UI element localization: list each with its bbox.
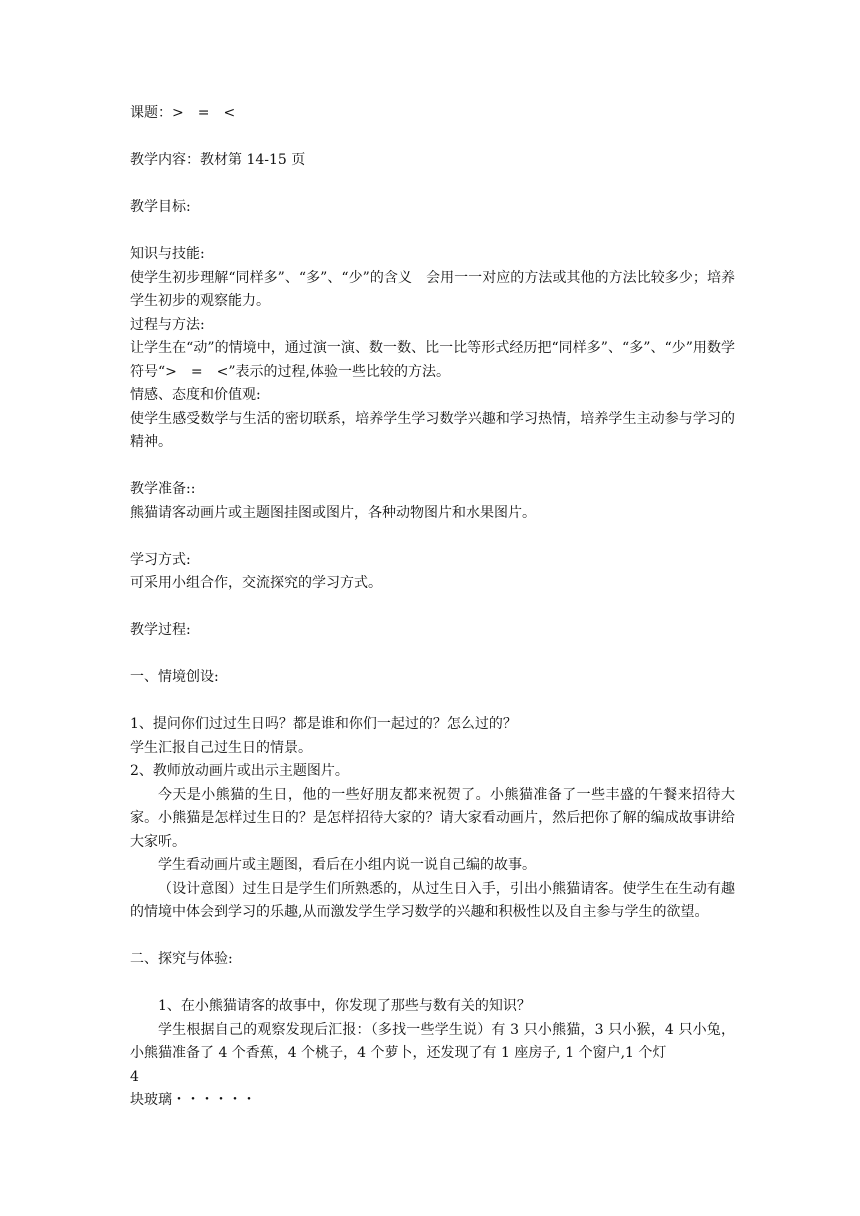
blank-line (130, 643, 735, 667)
lesson-title: 课题：> = < (130, 105, 236, 121)
section2-tail: 块玻璃・・・・・・ (130, 1092, 256, 1108)
emotion-heading: 情感、态度和价值观: (130, 387, 261, 403)
blank-line (130, 596, 735, 620)
emotion-text: 使学生感受数学与生活的密切联系，培养学生学习数学兴趣和学习热情，培养学生主动参与学习的精神。 (130, 410, 735, 450)
prep-heading: 教学准备:: (130, 481, 196, 497)
blank-line (130, 690, 735, 714)
blank-line (130, 525, 735, 549)
skills-heading: 知识与技能: (130, 246, 205, 262)
blank-line (130, 972, 735, 996)
section1-item1-reply: 学生汇报自己过生日的情景。 (130, 739, 312, 756)
section1-paragraph2: 学生看动画片或主题图，看后在小组内说一说自己编的故事。 (158, 857, 536, 873)
section2-item1: 1、在小熊猫请客的故事中，你发现了那些与数有关的知识？ (158, 998, 531, 1014)
teaching-content: 教学内容：教材第 14-15 页 (130, 152, 306, 168)
section1-item1: 1、提问你们过过生日吗？都是谁和你们一起过的？怎么过的？ (130, 716, 517, 732)
blank-line (130, 173, 735, 197)
skills-text: 使学生初步理解“同样多”、“多”、“少”的含义 会用一一对应的方法或其他的方法比较多少；培养学生初步的观察能力。 (130, 269, 735, 309)
lesson-plan-body (130, 102, 735, 1113)
prep-text: 熊猫请客动画片或主题图挂图或图片，各种动物图片和水果图片。 (130, 504, 536, 521)
method-heading: 学习方式: (130, 551, 191, 568)
section2-heading: 二、探究与体验: (130, 951, 233, 967)
procedure-heading: 教学过程: (130, 622, 191, 638)
process-heading: 过程与方法: (130, 316, 205, 333)
section2-number: 4 (130, 1068, 139, 1085)
blank-line (130, 925, 735, 949)
blank-line (130, 220, 735, 244)
blank-line (130, 126, 735, 150)
section1-heading: 一、情境创设: (130, 669, 219, 685)
section1-design-intent: （设计意图）过生日是学生们所熟悉的，从过生日入手，引出小熊猫请客。使学生在生动有趣的情境中体会到学习的乐趣,从而激发学生学习数学的兴趣和积极性以及自主参与学生的欲望。 (130, 880, 735, 920)
section1-item2: 2、教师放动画片或出示主题图片。 (130, 763, 349, 779)
section1-paragraph1: 今天是小熊猫的生日，他的一些好朋友都来祝贺了。小熊猫准备了一些丰盛的午餐来招待大家。小熊猫是怎样过生日的？是怎样招待大家的？请大家看动画片，然后把你了解的编成故事讲给大家听。 (130, 786, 735, 850)
process-text: 让学生在“动”的情境中，通过演一演、数一数、比一比等形式经历把“同样多”、“多”、“少”用数学符号“> = <”表示的过程,体验一些比较的方法。 (130, 340, 735, 380)
section2-paragraph1: 学生根据自己的观察发现后汇报：（多找一些学生说）有 3 只小熊猫，3 只小猴，4 只小兔，小熊猫准备了 4 个香蕉，4 个桃子，4 个萝卜，还发现了有 1 座房子, 1 个窗户,1 个灯 (130, 1021, 735, 1061)
method-text: 可采用小组合作，交流探究的学习方式。 (130, 575, 382, 591)
blank-line (130, 455, 735, 479)
goals-heading: 教学目标: (130, 199, 191, 215)
